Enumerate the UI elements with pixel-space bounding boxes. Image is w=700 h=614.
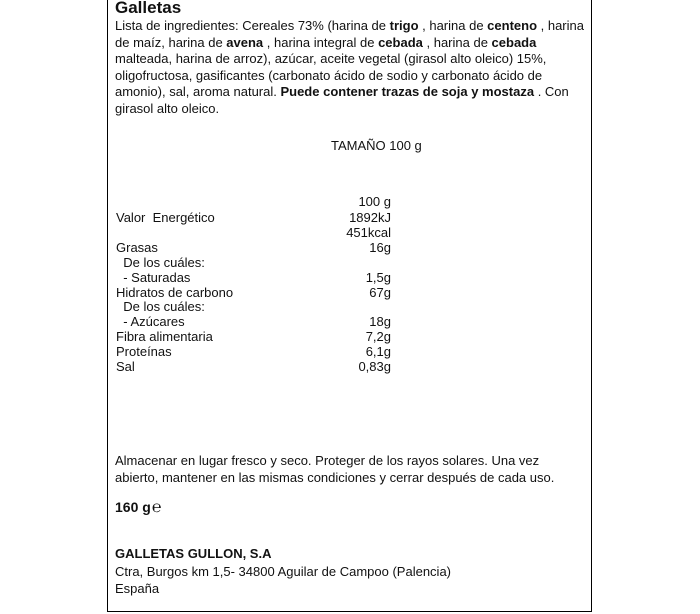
allergen-cebada: cebada <box>378 34 423 50</box>
nutrition-row-value: 1,5g <box>365 269 391 285</box>
ingredients-text: , harina de <box>418 18 488 33</box>
nutrition-row-label: Fibra alimentaria <box>116 329 213 345</box>
ingredients-text: . Con girasol alto oleico. <box>115 84 569 116</box>
ingredients-text: , harina de <box>422 34 492 50</box>
nutrition-row-value: 6,1g <box>365 344 391 360</box>
manufacturer-country: España <box>115 581 160 596</box>
manufacturer-name: GALLETAS GULLON, S.A <box>115 546 272 561</box>
nutrition-row-label: Hidratos de carbono <box>116 284 234 300</box>
nutrition-row-value: 1892kJ <box>349 210 391 225</box>
nutrition-row-label: De los cuáles: <box>116 299 205 315</box>
nutrition-row-label: De los cuáles: <box>116 254 205 270</box>
allergen-centeno: centeno <box>487 18 538 33</box>
storage-instructions: Almacenar en lugar fresco y seco. Proteger de los rayos solares. Una vez abierto, mantener en las mismas condiciones y cerrar después de cada uso. <box>115 453 555 485</box>
nutrition-row-value: 67g <box>369 284 391 300</box>
allergen-warning: Puede contener trazas de soja y mostaza <box>280 84 535 99</box>
nutrition-row-value: 0,83g <box>358 359 391 374</box>
nutrition-size-label: TAMAÑO 100 g <box>331 138 422 153</box>
ingredients-text: , harina integral de <box>263 34 379 50</box>
manufacturer-address: Ctra, Burgos km 1,5- 34800 Aguilar de Campoo (Palencia) <box>115 564 452 579</box>
nutrition-row-label: Proteínas <box>116 344 172 360</box>
net-weight-value: 160 g <box>115 499 151 515</box>
nutrition-row-value: 451kcal <box>346 224 391 240</box>
nutrition-row-label: Grasas <box>116 239 158 255</box>
ingredients-text: malteada, harina de arroz), azúcar, aceite vegetal (girasol alto oleico) 15%, oligofructosa, gasificantes (carbonato ácido de sodio y carbonato ácido de amonio), sal, aroma natural. <box>115 51 547 99</box>
nutrition-row-value: 7,2g <box>365 329 391 345</box>
nutrition-row-label: Valor Energético <box>116 210 215 225</box>
nutrition-row-label: - Azúcares <box>116 314 185 330</box>
estimated-sign-icon: ℮ <box>151 499 162 516</box>
nutrition-row-value: 16g <box>369 239 391 255</box>
net-weight <box>115 499 161 517</box>
nutrition-row-label: - Saturadas <box>116 269 191 285</box>
ingredients-list <box>115 18 585 117</box>
nutrition-row-value: 18g <box>369 314 391 330</box>
allergen-avena: avena <box>226 34 264 50</box>
ingredients-text: Lista de ingredientes: Cereales 73% (harina de <box>115 18 390 33</box>
ingredients-text: , harina de maíz, harina de <box>115 18 584 50</box>
nutrition-row-label: Sal <box>116 359 135 374</box>
nutrition-column-header: 100 g <box>358 194 391 209</box>
allergen-trigo: trigo <box>389 18 419 33</box>
allergen-cebada: cebada <box>491 34 537 50</box>
product-title: Galletas <box>115 0 182 17</box>
